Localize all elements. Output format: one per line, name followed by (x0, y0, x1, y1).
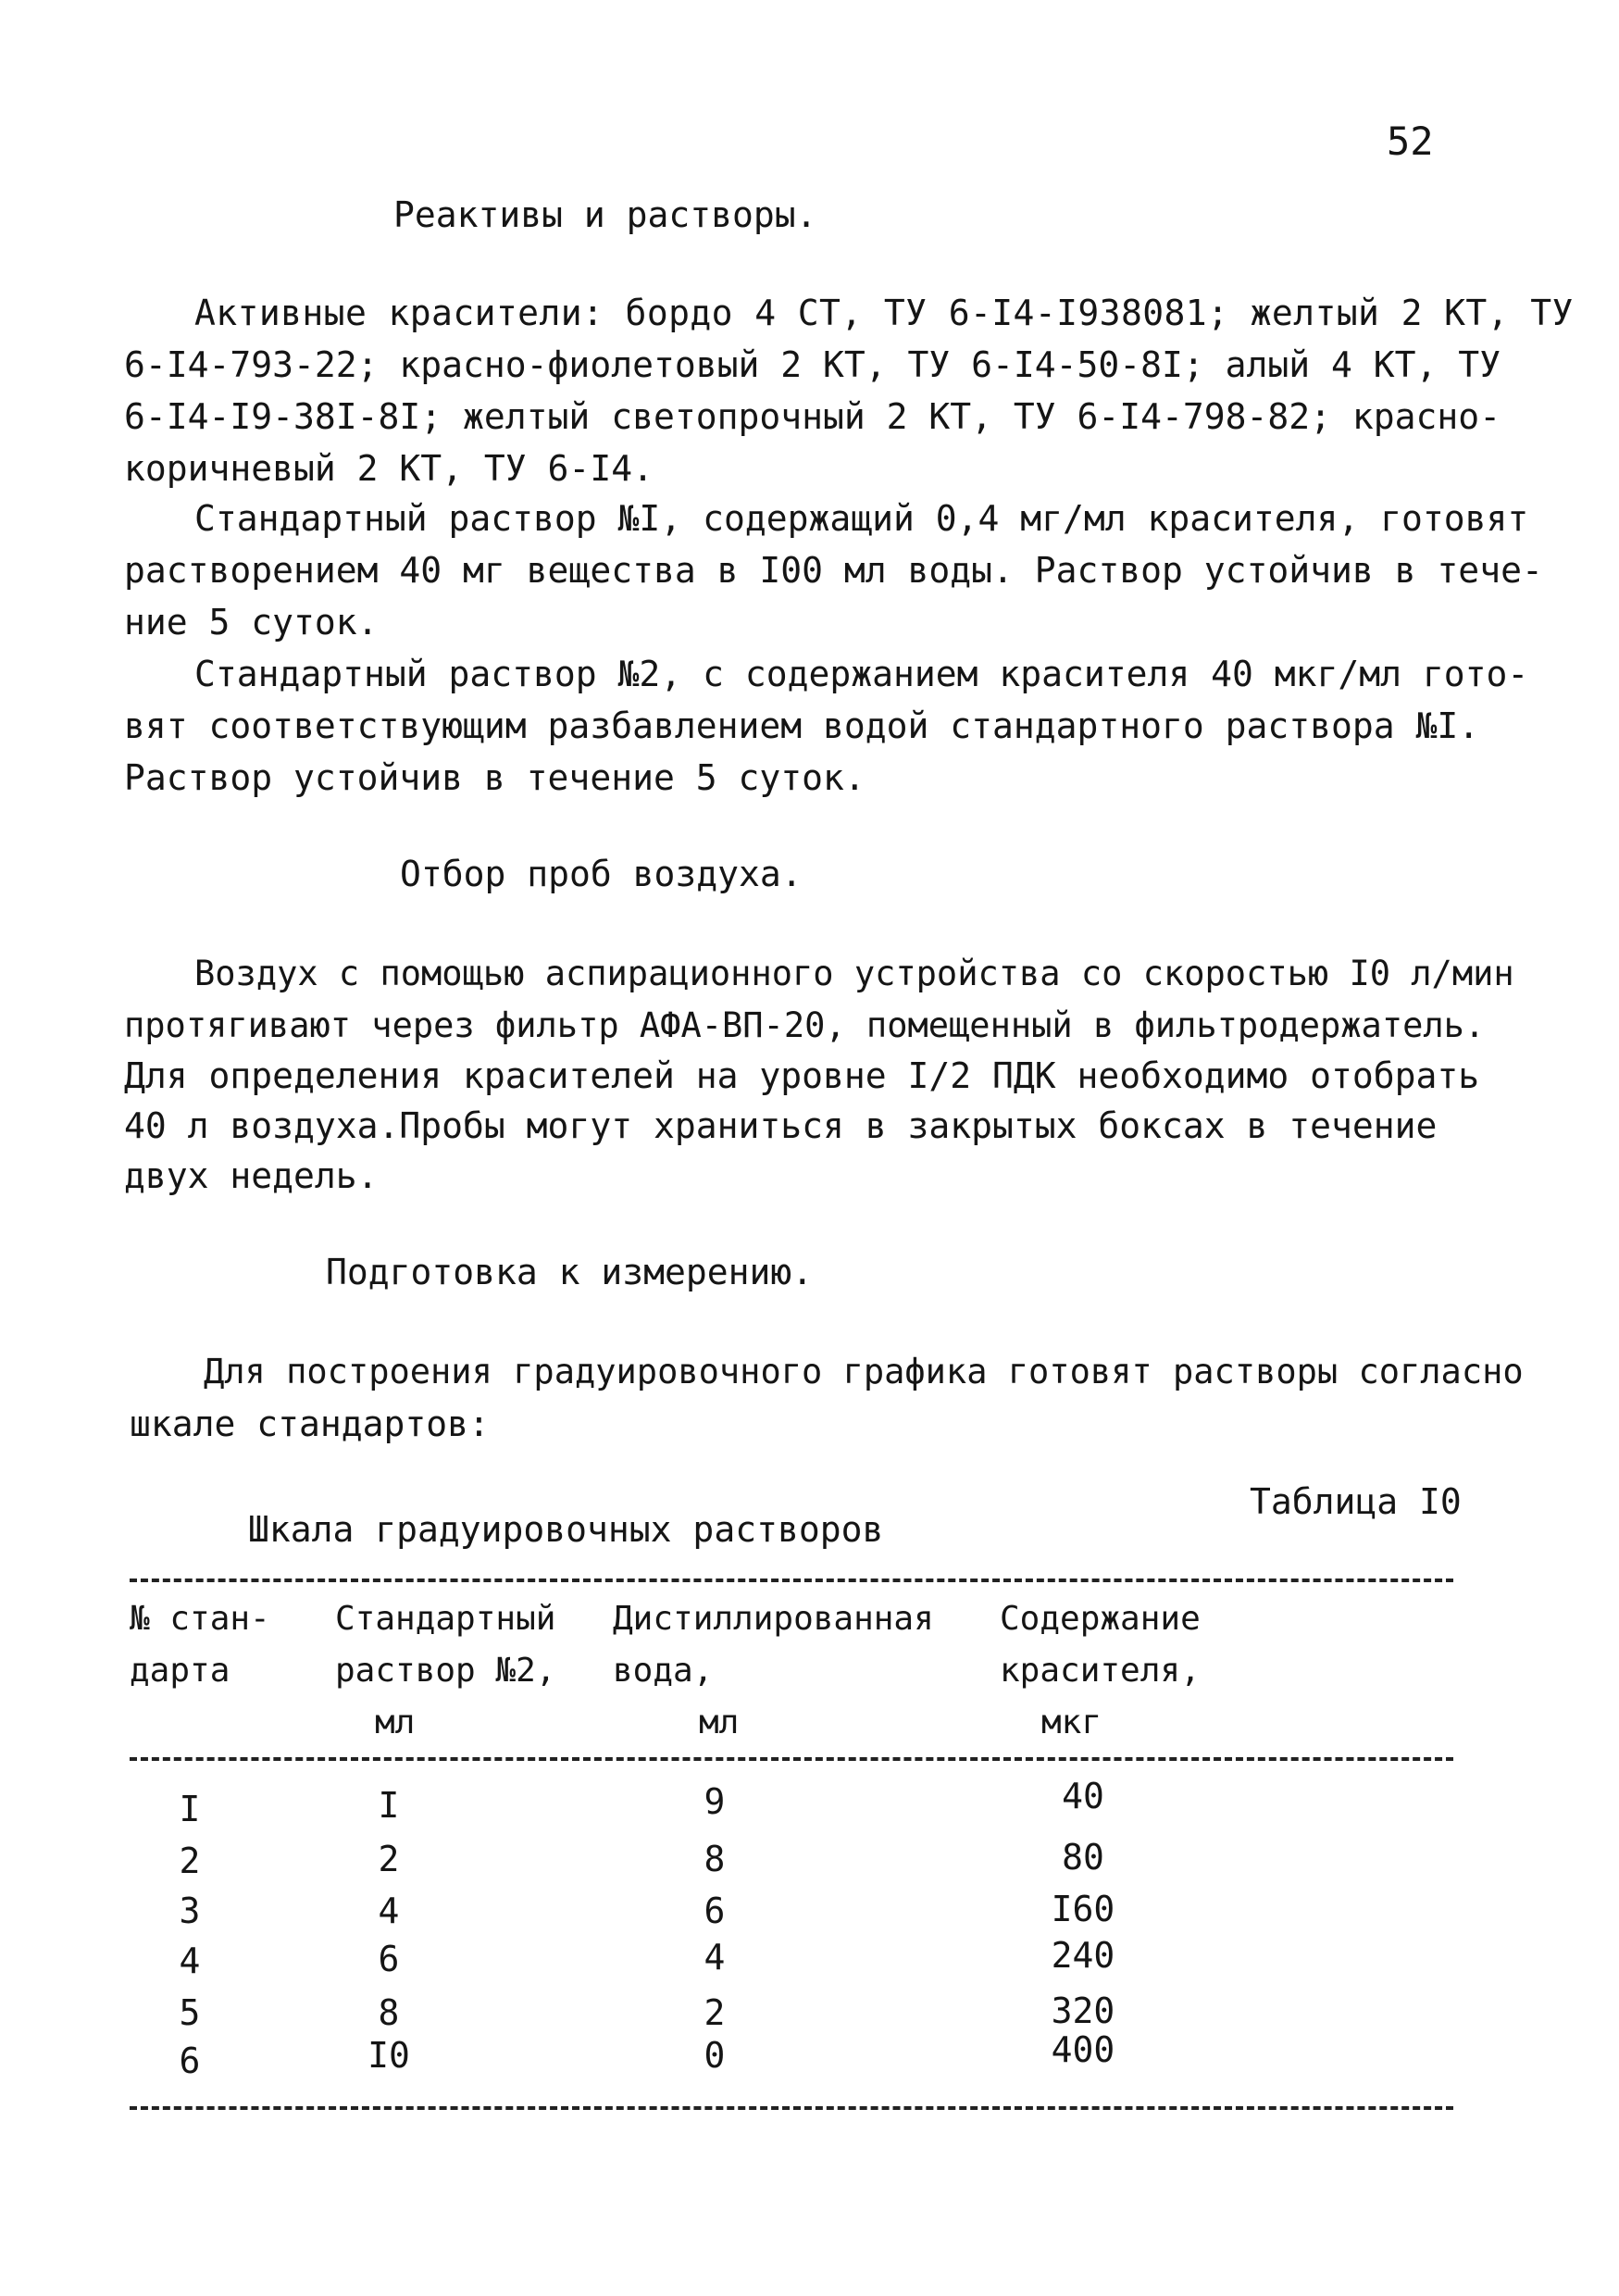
table-cell: 9 (704, 1781, 726, 1822)
table-header-distilled-water: мл (699, 1703, 740, 1741)
table-cell: 2 (179, 1841, 201, 1881)
paragraph-line: ние 5 суток. (124, 602, 379, 643)
table-cell: 400 (1051, 2029, 1115, 2070)
table-cell: 3 (179, 1890, 201, 1931)
table-cell: 4 (179, 1940, 201, 1981)
paragraph-line: Стандартный раствор №2, с содержанием красителя 40 мкг/мл гото- (194, 654, 1529, 694)
table-cell: 0 (704, 2035, 726, 2076)
table-cell: 240 (1051, 1935, 1115, 1976)
table-cell: 2 (378, 1839, 400, 1879)
paragraph-line: вят соответствующим разбавлением водой стандартного раствора №I. (124, 705, 1480, 746)
table-rule-top (130, 1578, 1453, 1582)
table-cell: 6 (378, 1939, 400, 1979)
table-cell: I (179, 1789, 201, 1829)
table-cell: I (378, 1785, 400, 1826)
table-rule-mid (130, 1757, 1453, 1761)
table-cell: 4 (704, 1937, 726, 1978)
section-heading-air-sampling: Отбор проб воздуха. (400, 854, 803, 894)
table-header-dye-content: Содержание (1000, 1600, 1201, 1638)
paragraph-line: 6-I4-I9-38I-8I; желтый светопрочный 2 КТ, ТУ 6-I4-798-82; красно- (124, 396, 1501, 437)
paragraph-line: Для построения градуировочного графика готовят растворы согласно (204, 1352, 1524, 1391)
paragraph-line: протягивают через фильтр АФА-ВП-20, помещенный в фильтродержатель. (124, 1005, 1486, 1045)
table-cell: 6 (179, 2040, 201, 2081)
paragraph-line: Активные красители: бордо 4 СТ, ТУ 6-I4-I938081; желтый 2 КТ, ТУ (194, 293, 1574, 333)
table-header-dye-content: красителя, (1000, 1652, 1201, 1690)
table-number: Таблица I0 (1250, 1481, 1462, 1522)
paragraph-line: 40 л воздуха.Пробы могут храниться в закрытых боксах в течение (124, 1105, 1438, 1146)
paragraph-line: Воздух с помощью аспирационного устройства со скоростью I0 л/мин (194, 954, 1514, 993)
paragraph-line: двух недель. (124, 1155, 379, 1196)
table-title: Шкала градуировочных растворов (248, 1509, 884, 1550)
paragraph-line: коричневый 2 КТ, ТУ 6-I4. (124, 448, 654, 489)
table-cell: 6 (704, 1890, 726, 1931)
section-heading-preparation: Подготовка к измерению. (326, 1252, 814, 1292)
table-cell: 40 (1062, 1776, 1104, 1816)
paragraph-line: Стандартный раствор №I, содержащий 0,4 мг/мл красителя, готовят (194, 498, 1529, 539)
section-heading-reagents: Реактивы и растворы. (393, 194, 817, 235)
table-cell: 4 (378, 1890, 400, 1931)
paragraph-line: 6-I4-793-22; красно-фиолетовый 2 КТ, ТУ 6-I4-50-8I; алый 4 КТ, ТУ (124, 344, 1501, 385)
table-header-distilled-water: вода, (613, 1652, 714, 1690)
table-cell: 2 (704, 1992, 726, 2033)
table-header-standard-no: дарта (130, 1652, 230, 1690)
table-header-standard-solution: раствор №2, (335, 1652, 556, 1690)
table-header-standard-solution: Стандартный (335, 1600, 556, 1638)
table-cell: I60 (1051, 1889, 1115, 1929)
table-cell: 320 (1051, 1990, 1115, 2031)
table-header-dye-content: мкг (1041, 1703, 1102, 1741)
paragraph-line: Раствор устойчив в течение 5 суток. (124, 757, 866, 798)
table-header-distilled-water: Дистиллированная (613, 1600, 934, 1638)
paragraph-line: Для определения красителей на уровне I/2 ПДК необходимо отобрать (124, 1055, 1480, 1096)
table-cell: I0 (367, 2035, 410, 2076)
paragraph-line: шкале стандартов: (130, 1404, 490, 1444)
table-cell: 8 (704, 1839, 726, 1879)
table-header-standard-no: № стан- (130, 1600, 270, 1638)
table-rule-bottom (130, 2106, 1453, 2110)
page-number: 52 (1387, 119, 1434, 164)
table-header-standard-solution: мл (375, 1703, 416, 1741)
table-cell: 8 (378, 1992, 400, 2033)
paragraph-line: растворением 40 мг вещества в I00 мл воды. Раствор устойчив в тече- (124, 550, 1543, 591)
table-cell: 5 (179, 1992, 201, 2033)
table-cell: 80 (1062, 1837, 1104, 1878)
